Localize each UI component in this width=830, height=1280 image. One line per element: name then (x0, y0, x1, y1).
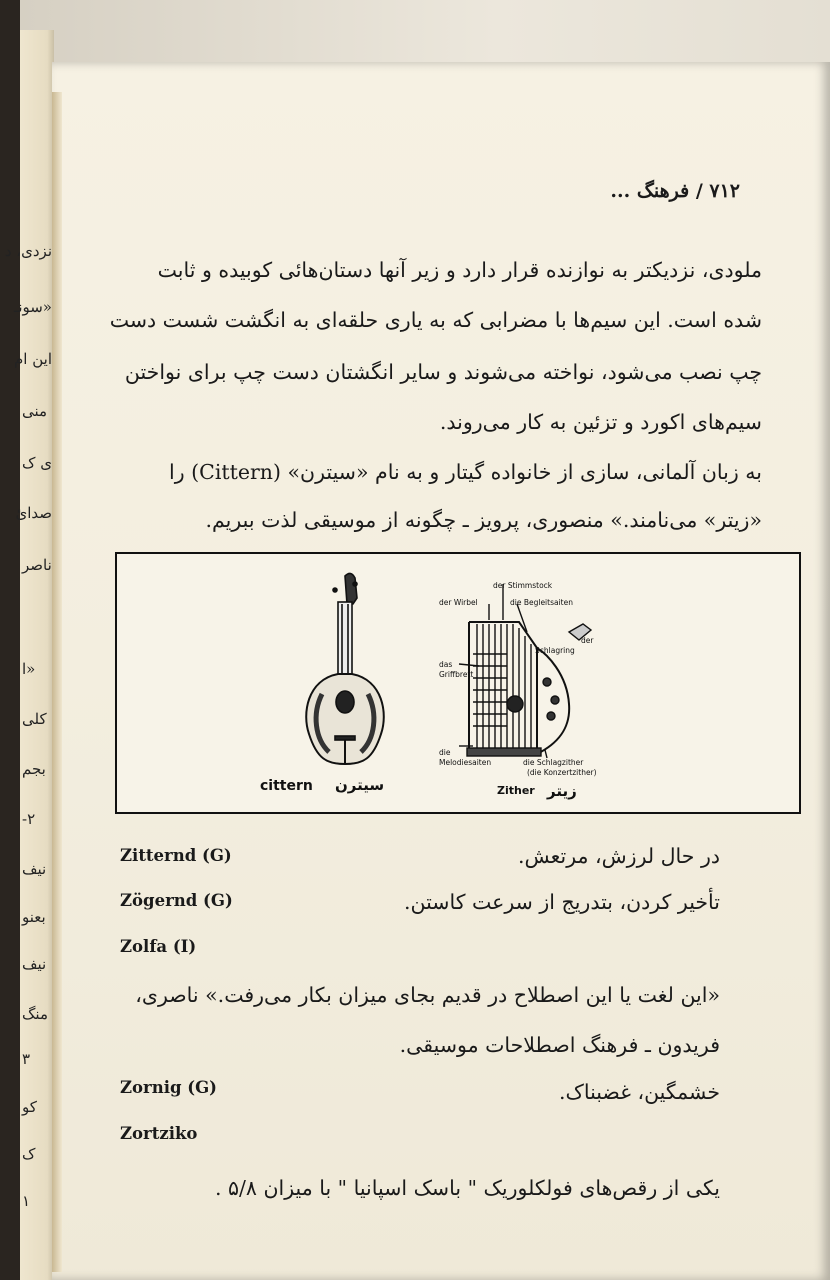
entry-definition: فریدون ـ فرهنگ اصطلاحات موسیقی. (399, 1033, 720, 1057)
instrument-figure (115, 552, 801, 814)
label-wirbel: der Wirbel (439, 598, 478, 607)
facing-page-fragment: نیف (22, 860, 47, 878)
paragraph-line: «زیتر» می‌نامند.» منصوری، پرویز ـ چگونه از موسیقی لذت ببریم. (205, 508, 762, 532)
facing-page-fragment: کو (22, 1098, 37, 1116)
entry-definition: «این لغت یا این اصطلاح در قدیم بجای میزان بکار می‌رفت.» ناصری، (135, 983, 720, 1007)
entry-term: Zortziko (120, 1124, 198, 1143)
entry-definition: در حال لرزش، مرتعش. (517, 844, 720, 868)
label-melodiesaiten-1: die (439, 748, 451, 757)
facing-page-fragment: «سونـ (13, 298, 52, 316)
cittern-caption-persian: سیترن (335, 776, 385, 794)
entry-term: Zolfa (I) (120, 937, 197, 956)
label-schlagring-2: Schlagring (535, 646, 575, 655)
facing-page-fragment: ۲- (22, 810, 36, 828)
facing-page-fragment: ی ک (22, 454, 52, 472)
facing-page-fragment: منی (22, 402, 48, 420)
label-konzertzither: (die Konzertzither) (527, 768, 597, 777)
label-melodiesaiten-2: Melodiesaiten (439, 758, 492, 767)
instrument-illustration (117, 554, 799, 812)
paragraph-line: شده است. این سیم‌ها با مضرابی که به یاری حلقه‌ای به انگشت شست دست (109, 308, 762, 332)
entry-definition: خشمگین، غضبناک. (558, 1080, 720, 1104)
cittern-caption-latin: cittern (260, 778, 313, 794)
zither-drawing (459, 584, 594, 758)
paragraph-line: ملودی، نزدیکتر به نوازنده قرار دارد و زیر آنها دستان‌هائی کوبیده و ثابت (157, 258, 762, 282)
facing-page-fragment: کلی (22, 710, 47, 728)
page-gutter (52, 92, 62, 1272)
zither-caption-persian: زیتر (547, 782, 577, 800)
paragraph-line: چپ نصب می‌شود، نواخته می‌شوند و سایر انگشتان دست چپ برای نواختن (124, 360, 762, 384)
facing-page-fragment: ک (22, 1145, 36, 1163)
running-header: ۷۱۲ / فرهنگ ... (610, 180, 740, 202)
entry-definition: یکی از رقص‌های فولکلوریک " باسک اسپانیا " با میزان ۵/۸ . (214, 1176, 720, 1200)
label-schlagzither: die Schlagzither (523, 758, 584, 767)
entry-term: Zornig (G) (120, 1078, 217, 1097)
entry-definition: تأخیر کردن، بتدریج از سرعت کاستن. (404, 890, 720, 914)
label-griffbrett-1: das (439, 660, 453, 669)
facing-page-fragment: نیف (22, 955, 47, 973)
facing-page-fragment: ناصر (22, 556, 52, 574)
entry-term: Zögernd (G) (120, 891, 233, 910)
facing-page-fragment: صدائ (15, 504, 52, 522)
facing-page-fragment: نزدی، د (4, 242, 52, 260)
paragraph-line: به زبان آلمانی، سازی از خانواده گیتار و به نام «سیترن» (Cittern) را (169, 460, 762, 484)
label-begleitsaiten: die Begleitsaiten (510, 598, 573, 607)
facing-page-fragment: بعنو (22, 908, 46, 926)
label-stimmstock: der Stimmstock (493, 581, 553, 590)
entry-term: Zitternd (G) (120, 846, 232, 865)
facing-page-fragment: «ا (22, 660, 36, 678)
facing-page-fragment: منگ (22, 1005, 48, 1023)
zither-caption-latin: Zither (497, 784, 535, 797)
facing-page-fragment: ۳ (22, 1050, 31, 1068)
facing-page-fragment: این ام (14, 350, 52, 368)
label-griffbrett-2: Griffbrett (439, 670, 474, 679)
label-schlagring-1: der (581, 636, 594, 645)
facing-page-fragment: بجم (22, 760, 46, 778)
facing-page-edge (4, 30, 54, 1280)
facing-page-fragment: ۱ (22, 1192, 31, 1210)
paragraph-line: سیم‌های اکورد و تزئین به کار می‌روند. (439, 410, 762, 434)
cittern-drawing (306, 573, 384, 764)
